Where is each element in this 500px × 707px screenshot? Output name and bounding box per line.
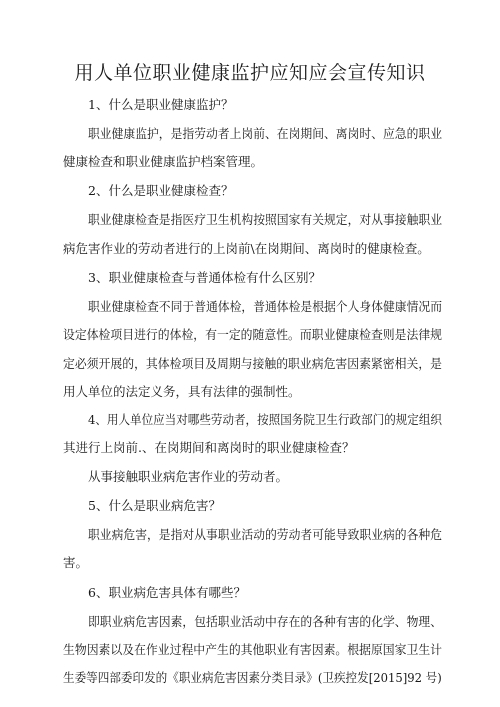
question-6: 6、职业病危害具体有哪些？ — [88, 585, 246, 600]
answer-2-line-2: 病危害作业的劳动者进行的上岗前\在岗期间、离岗时的健康检查。 — [63, 241, 430, 256]
question-4-line-1: 4、用人单位应当对哪些劳动者，按照国务院卫生行政部门的规定组织 — [88, 412, 442, 427]
answer-6-line-2: 生物因素以及在作业过程中产生的其他职业有害因素。根据原国家卫生计 — [63, 642, 443, 657]
answer-6-line-1: 即职业病危害因素，包括职业活动中存在的各种有害的化学、物理、 — [88, 614, 443, 629]
answer-3-line-4: 用人单位的法定义务，具有法律的强制性。 — [63, 384, 301, 399]
question-1: 1、什么是职业健康监护？ — [88, 97, 234, 112]
answer-3-line-1: 职业健康检查不同于普通体检，普通体检是根据个人身体健康情况而 — [88, 299, 443, 314]
question-3: 3、职业健康检查与普通体检有什么区别？ — [88, 270, 321, 285]
answer-3-line-2: 设定体检项目进行的体检，有一定的随意性。而职业健康检查则是法律规 — [63, 327, 443, 342]
answer-4-line-1: 从事接触职业病危害作业的劳动者。 — [88, 469, 289, 484]
answer-1-line-2: 健康检查和职业健康监护档案管理。 — [63, 154, 264, 169]
question-4-line-2: 其进行上岗前.、在岗期间和离岗时的职业健康检查？ — [63, 440, 355, 455]
answer-1-line-1: 职业健康监护，是指劳动者上岗前、在岗期间、离岗时、应急的职业 — [88, 126, 443, 141]
answer-5-line-2: 害。 — [63, 555, 89, 570]
page-title: 用人单位职业健康监护应知应会宣传知识 — [74, 62, 426, 84]
answer-5-line-1: 职业病危害，是指对从事职业活动的劳动者可能导致职业病的各种危 — [88, 527, 443, 542]
answer-6-line-3: 生委等四部委印发的《职业病危害因素分类目录》(卫疾控发[2015]92 号) — [63, 670, 442, 685]
answer-3-line-3: 定必须开展的，其体检项目及周期与接触的职业病危害因素紧密相关，是 — [63, 356, 443, 371]
question-2: 2、什么是职业健康检查？ — [88, 183, 234, 198]
question-5: 5、什么是职业病危害？ — [88, 498, 221, 513]
answer-2-line-1: 职业健康检查是指医疗卫生机构按照国家有关规定，对从事接触职业 — [88, 212, 443, 227]
